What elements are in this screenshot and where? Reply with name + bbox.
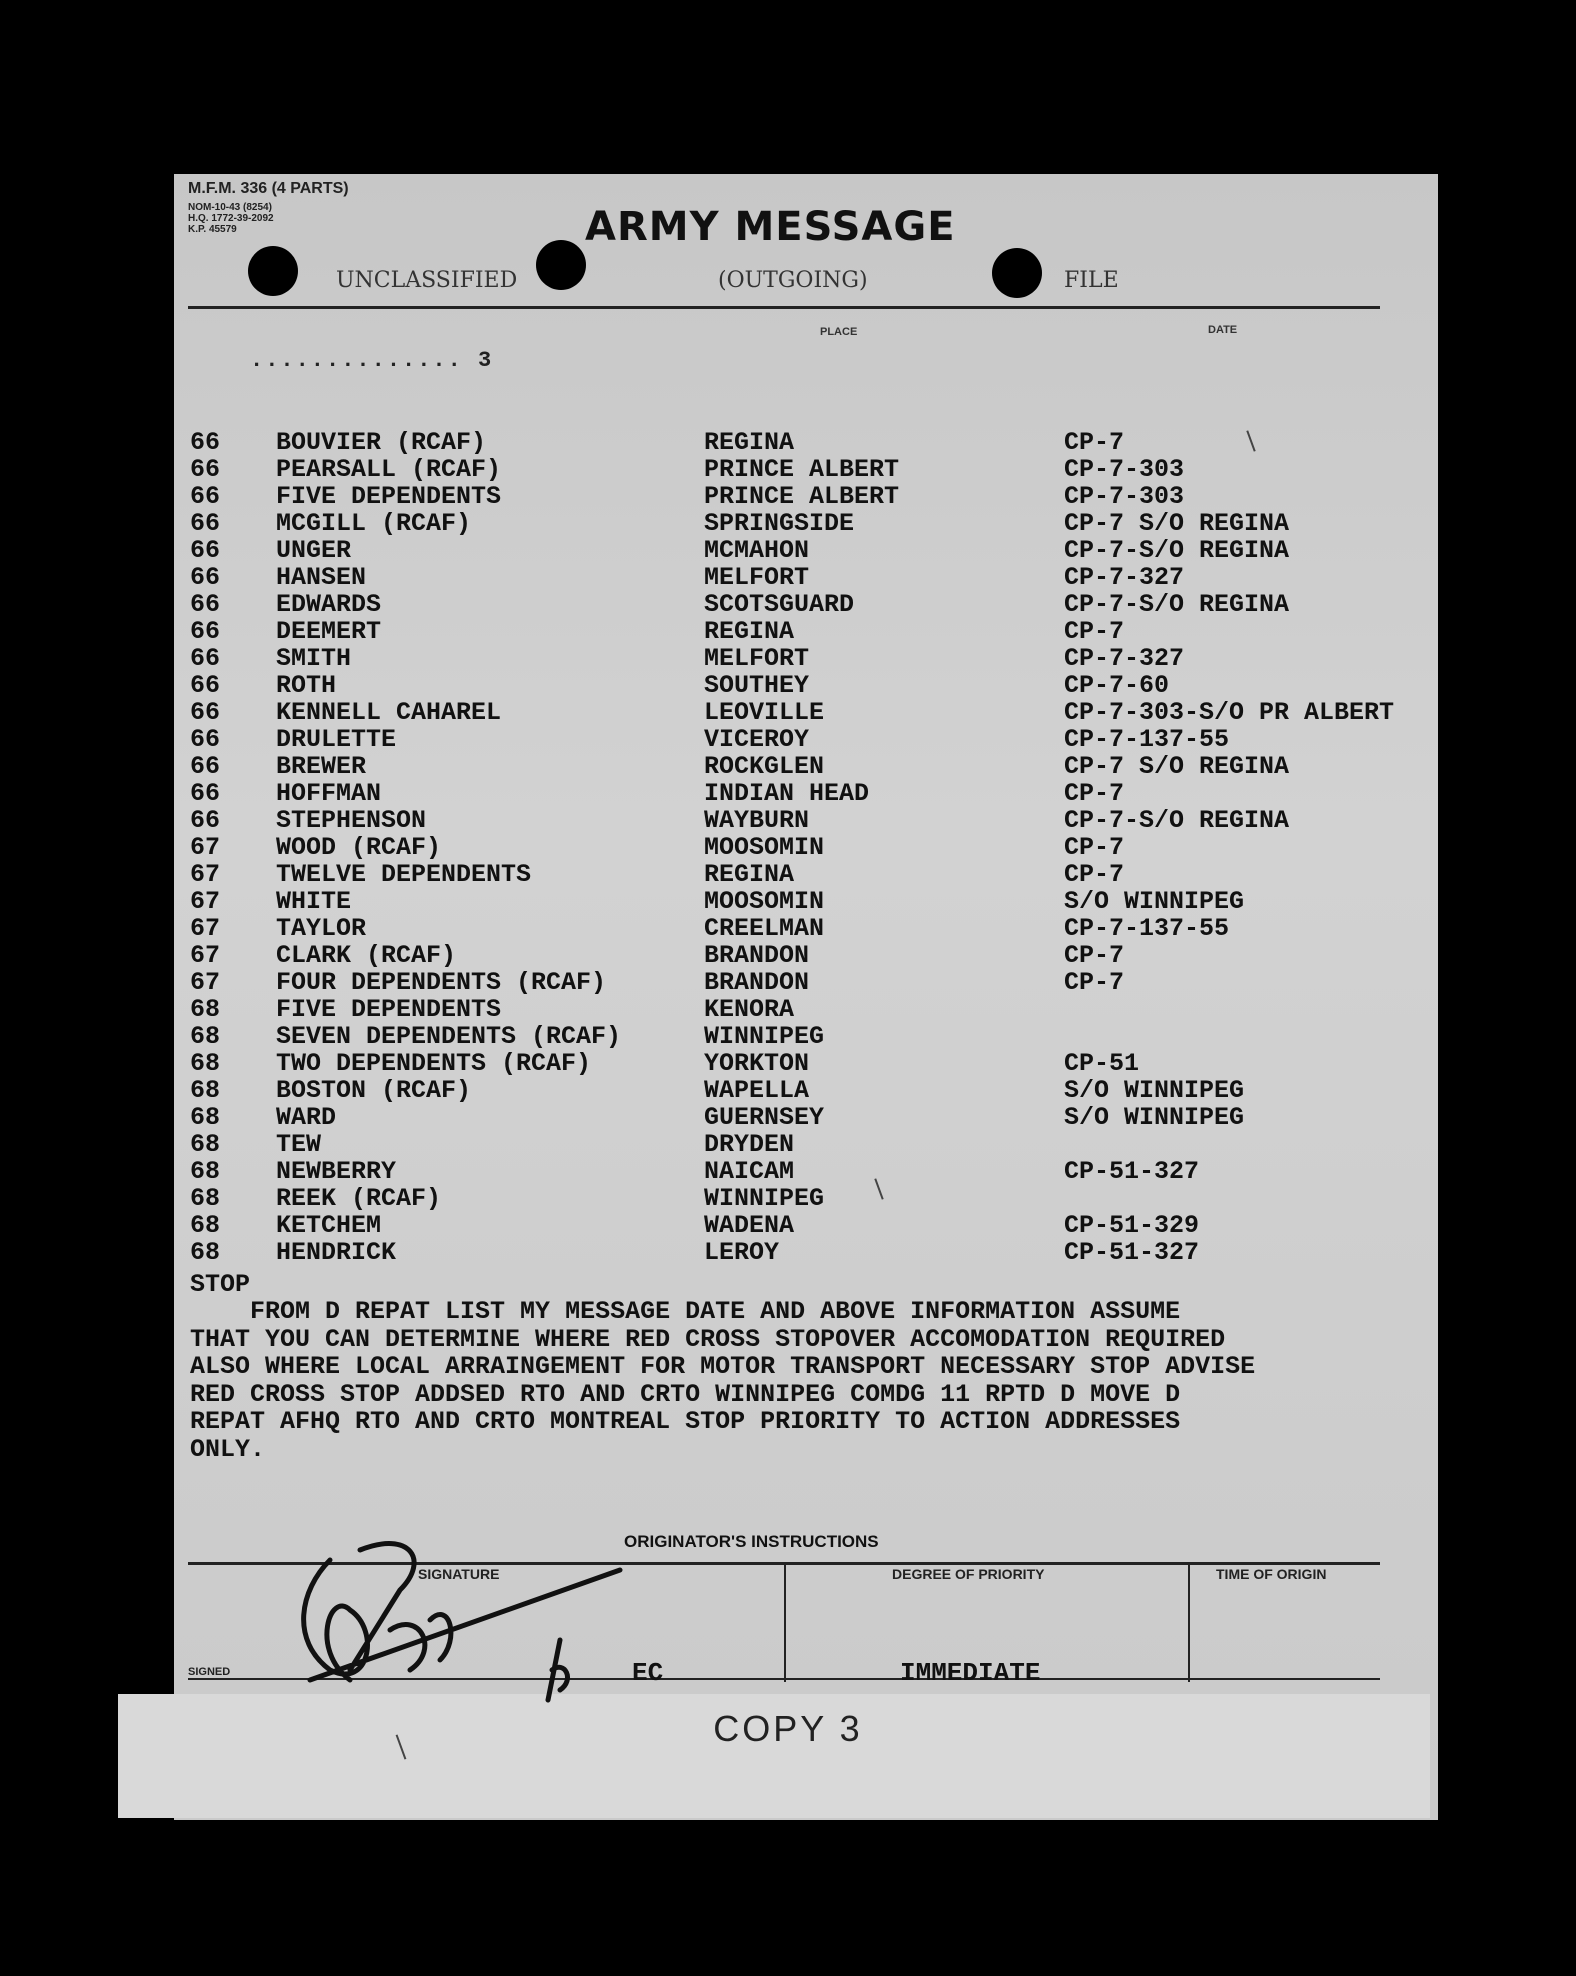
list-row: 67 FOUR DEPENDENTS (RCAF) BRANDON CP-7 xyxy=(190,968,1125,997)
list-row: 66 BREWER ROCKGLEN CP-7 S/O REGINA xyxy=(190,752,1290,781)
list-row: 68 SEVEN DEPENDENTS (RCAF) WINNIPEG xyxy=(190,1022,825,1051)
copy-label: COPY 3 xyxy=(713,1708,863,1749)
list-row: 66 DRULETTE VICEROY CP-7-137-55 xyxy=(190,725,1230,754)
punch-hole-left xyxy=(248,246,298,296)
place-label: PLACE xyxy=(820,326,858,338)
list-row: 68 BOSTON (RCAF) WAPELLA S/O WINNIPEG xyxy=(190,1076,1245,1105)
signature-label: SIGNATURE xyxy=(418,1566,500,1582)
list-row: 66 HANSEN MELFORT CP-7-327 xyxy=(190,563,1185,592)
form-code: M.F.M. 336 (4 PARTS) xyxy=(188,180,349,197)
stop-word: STOP xyxy=(190,1270,251,1299)
form-title: ARMY MESSAGE xyxy=(585,204,956,250)
list-row: 66 SMITH MELFORT CP-7-327 xyxy=(190,644,1185,673)
handwritten-signature xyxy=(290,1530,650,1710)
form-code-lines: NOM-10-43 (8254) H.Q. 1772-39-2092 K.P. 45579 xyxy=(188,202,274,235)
message-body: FROM D REPAT LIST MY MESSAGE DATE AND ABOVE INFORMATION ASSUME THAT YOU CAN DETERMINE WHERE RED CROSS STOPOVER ACCOMODATION REQUIRED ALSO WHERE LOCAL ARRAINGEMENT FOR MOTOR TRANSPORT NECESSARY STOP ADVISE RED CROSS STOP ADDSED RTO AND CRTO WINNIPEG COMDG 11 RPTD D MOVE D REPAT AFHQ RTO AND CRTO MONTREAL STOP PRIORITY TO ACTION ADDRESSES ONLY. xyxy=(190,1297,1256,1464)
list-row: 66 KENNELL CAHAREL LEOVILLE CP-7-303-S/O PR ALBERT xyxy=(190,698,1395,727)
list-row: 66 ROTH SOUTHEY CP-7-60 xyxy=(190,671,1170,700)
list-row: 67 CLARK (RCAF) BRANDON CP-7 xyxy=(190,941,1125,970)
list-row: 66 STEPHENSON WAYBURN CP-7-S/O REGINA xyxy=(190,806,1290,835)
list-row: 68 TWO DEPENDENTS (RCAF) YORKTON CP-51 xyxy=(190,1049,1140,1078)
time-of-origin-label: TIME OF ORIGIN xyxy=(1216,1566,1327,1582)
footer-divider-2 xyxy=(1188,1564,1190,1682)
originators-instructions-label: ORIGINATOR'S INSTRUCTIONS xyxy=(624,1532,879,1551)
list-row: 68 REEK (RCAF) WINNIPEG xyxy=(190,1184,825,1213)
priority-label: DEGREE OF PRIORITY xyxy=(892,1566,1045,1582)
list-row: 66 EDWARDS SCOTSGUARD CP-7-S/O REGINA xyxy=(190,590,1290,619)
file-label: FILE xyxy=(1064,268,1119,293)
header-rule xyxy=(188,306,1380,309)
date-label: DATE xyxy=(1208,324,1238,336)
classification-label: UNCLASSIFIED xyxy=(336,268,518,293)
list-row: 66 HOFFMAN INDIAN HEAD CP-7 xyxy=(190,779,1125,808)
list-row: 68 WARD GUERNSEY S/O WINNIPEG xyxy=(190,1103,1245,1132)
direction-label: (OUTGOING) xyxy=(718,268,868,293)
list-row: 66 UNGER MCMAHON CP-7-S/O REGINA xyxy=(190,536,1290,565)
list-row: 66 FIVE DEPENDENTS PRINCE ALBERT CP-7-303 xyxy=(190,482,1185,511)
list-row: 68 KETCHEM WADENA CP-51-329 xyxy=(190,1211,1200,1240)
list-row: 68 TEW DRYDEN xyxy=(190,1130,795,1159)
priority-value: IMMEDIATE xyxy=(900,1658,1041,1688)
list-row: 67 WHITE MOOSOMIN S/O WINNIPEG xyxy=(190,887,1245,916)
punch-hole-right xyxy=(992,248,1042,298)
list-row: 68 HENDRICK LEROY CP-51-327 xyxy=(190,1238,1200,1267)
list-row: 66 DEEMERT REGINA CP-7 xyxy=(190,617,1125,646)
list-row: 66 BOUVIER (RCAF) REGINA CP-7 xyxy=(190,428,1125,457)
message-serial: .............. 3 xyxy=(250,348,494,373)
footer-divider-1 xyxy=(784,1564,786,1682)
list-row: 66 PEARSALL (RCAF) PRINCE ALBERT CP-7-303 xyxy=(190,455,1185,484)
list-row: 68 FIVE DEPENDENTS KENORA xyxy=(190,995,795,1024)
signer-suffix: EC xyxy=(632,1658,664,1688)
signed-label: SIGNED xyxy=(188,1666,231,1678)
list-row: 67 TWELVE DEPENDENTS REGINA CP-7 xyxy=(190,860,1125,889)
list-row: 68 NEWBERRY NAICAM CP-51-327 xyxy=(190,1157,1200,1186)
list-row: 67 WOOD (RCAF) MOOSOMIN CP-7 xyxy=(190,833,1125,862)
punch-hole-center xyxy=(536,240,586,290)
list-row: 66 MCGILL (RCAF) SPRINGSIDE CP-7 S/O REGINA xyxy=(190,509,1290,538)
list-row: 67 TAYLOR CREELMAN CP-7-137-55 xyxy=(190,914,1230,943)
